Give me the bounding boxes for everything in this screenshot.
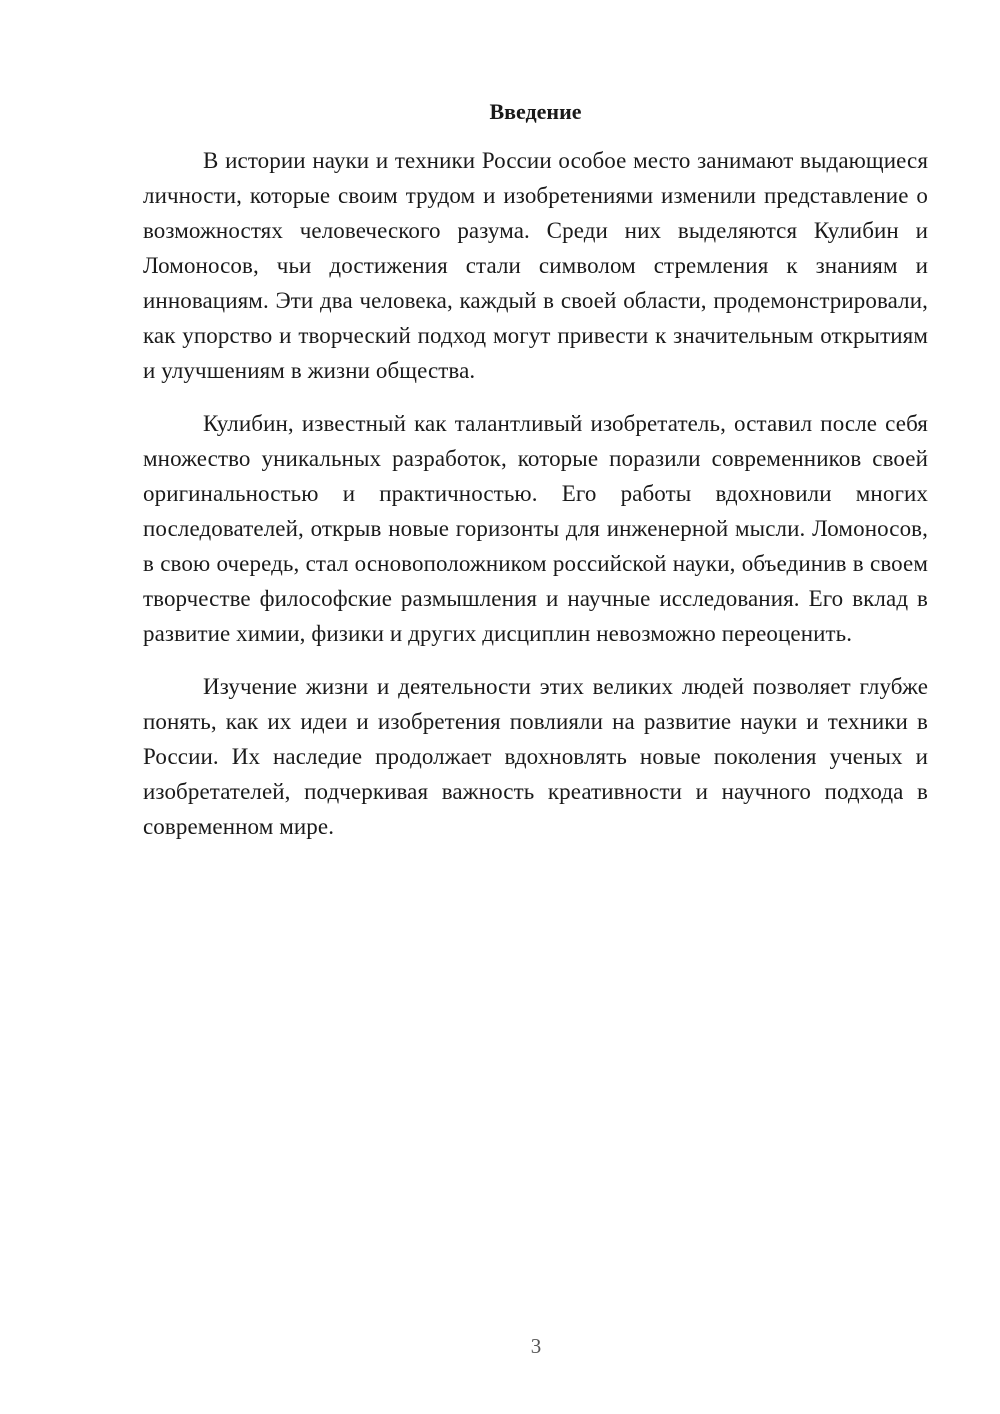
paragraph-3: Изучение жизни и деятельности этих великих людей позволяет глубже понять, как их идеи и изобретения повлияли на развитие науки и техники в России. Их наследие продолжает вдохновлять новые поколения ученых и изобретателей, подчеркивая важность креативности и научного подхода в современном мире. (143, 674, 928, 839)
body-text (143, 143, 928, 862)
paragraph-1: В истории науки и техники России особое место занимают выдающиеся личности, которые своим трудом и изобретениями изменили представление о возможностях человеческого разума. Среди них выделяются Кулибин и Ломоносов, чьи достижения стали символом стремления к знаниям и инновациям. Эти два человека, каждый в своей области, продемонстрировали, как упорство и творческий подход могут привести к значительным открытиям и улучшениям в жизни общества. (143, 148, 928, 383)
paragraph-2: Кулибин, известный как талантливый изобретатель, оставил после себя множество уникальных разработок, которые поразили современников своей оригинальностью и практичностью. Его работы вдохновили многих последователей, открыв новые горизонты для инженерной мысли. Ломоносов, в свою очередь, стал основоположником российской науки, объединив в своем творчестве философские размышления и научные исследования. Его вклад в развитие химии, физики и других дисциплин невозможно переоценить. (143, 411, 928, 646)
page-title: Введение (489, 99, 582, 124)
page-number: 3 (530, 1334, 542, 1358)
